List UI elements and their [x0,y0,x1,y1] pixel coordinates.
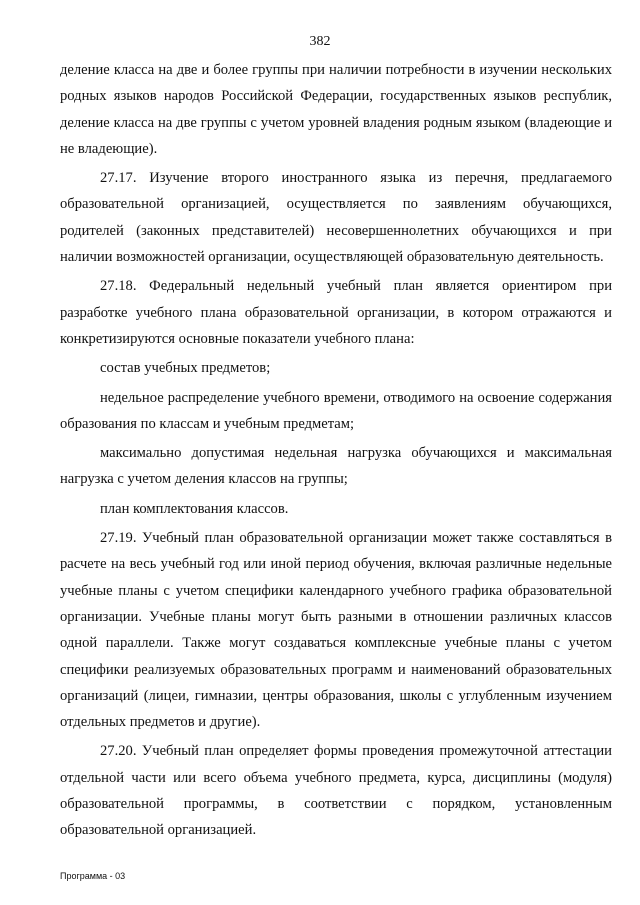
footer-label: Программа - 03 [60,871,126,881]
paragraph-27-18: 27.18. Федеральный недельный учебный план является ориентиром при разработке учебного плана образовательной организации, в котором отражаются и конкретизируются основные показатели учебного плана: [60,278,612,347]
paragraph-27-20: 27.20. Учебный план определяет формы проведения промежуточной аттестации отдельной части или всего объема учебного предмета, курса, дисциплины (модуля) образовательной программы, в соответствии с порядком, установленным образовательной организацией. [60,743,612,839]
page-number: 382 [309,34,331,49]
document-body [60,57,612,847]
list-item-subjects: состав учебных предметов; [100,360,271,377]
paragraph-27-17: 27.17. Изучение второго иностранного языка из перечня, предлагаемого образовательной организацией, осуществляется по заявлениям обучающихся, родителей (законных представителей) несовершеннолетних обучающихся и при наличии возможностей организации, осуществляющей образовательную деятельность. [60,170,612,266]
list-item-max-load: максимально допустимая недельная нагрузка обучающихся и максимальная нагрузка с учетом деления классов на группы; [60,445,612,488]
list-item-class-plan: план комплектования классов. [100,500,289,517]
list-item-weekly-distribution: недельное распределение учебного времени, отводимого на освоение содержания образования по классам и учебным предметам; [60,389,612,432]
paragraph-27-19: 27.19. Учебный план образовательной организации может также составляться в расчете на весь учебный год или иной период обучения, включая различные недельные учебные планы с учетом специфики календарного учебного графика образовательной организации. Учебные планы могут быть разными в отношении различных классов одной параллели. Также могут создаваться комплексные учебные планы с учетом специфики реализуемых образовательных программ и наименований образовательных организаций (лицеи, гимназии, центры образования, школы с углубленным изучением отдельных предметов и другие). [60,530,612,731]
paragraph-continuation: деление класса на две и более группы при наличии потребности в изучении нескольких родных языков народов Российской Федерации, государственных языков республик, деление класса на две группы с учетом уровней владения родным языком (владеющие и не владеющие). [60,62,612,157]
